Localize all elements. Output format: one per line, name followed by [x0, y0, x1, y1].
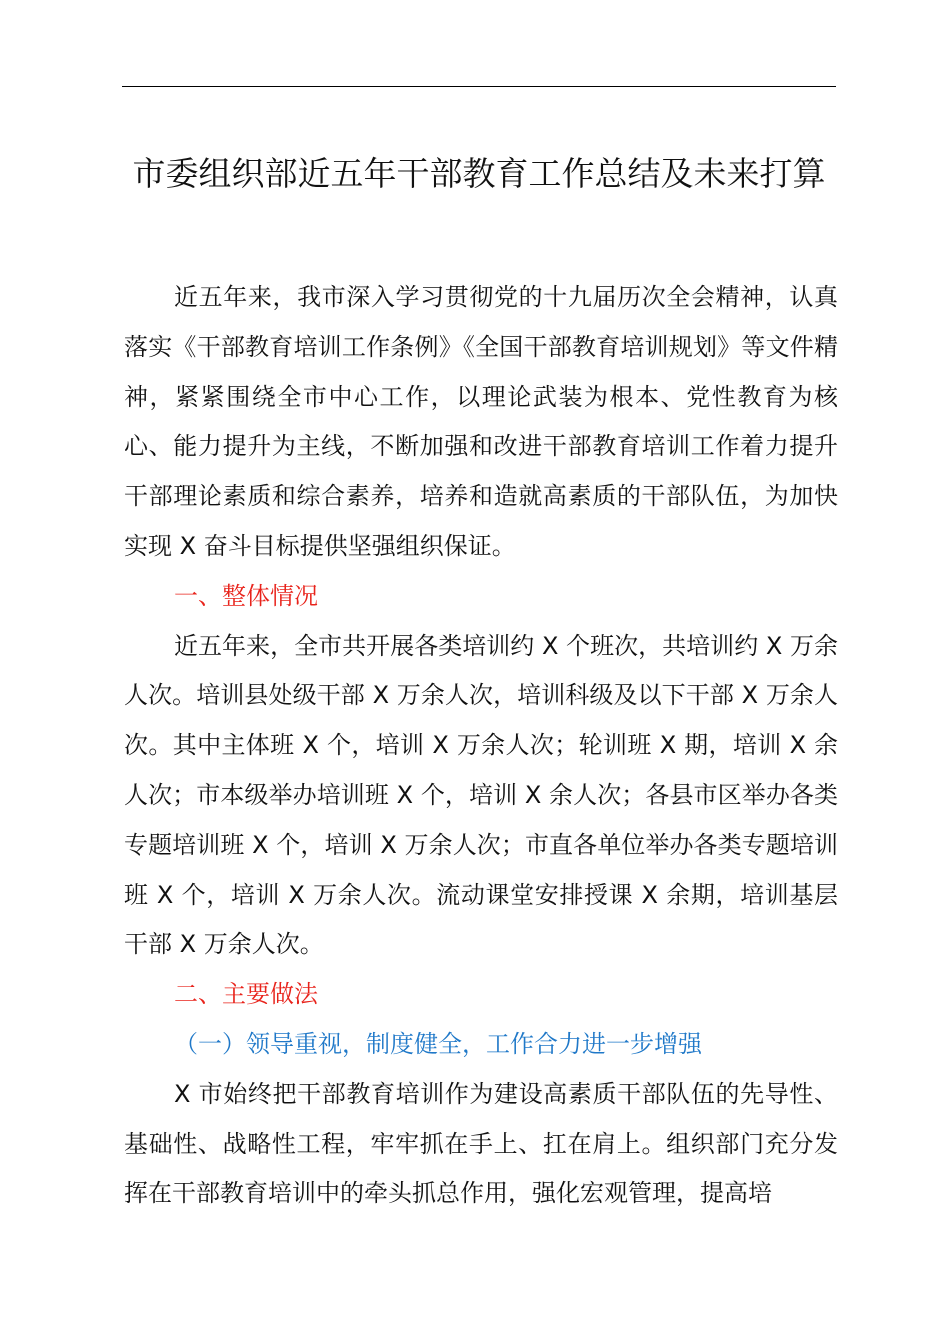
document-title: 市委组织部近五年干部教育工作总结及未来打算: [132, 154, 826, 193]
header-rule: [122, 86, 836, 87]
subsection-heading-leadership: （一）领导重视，制度健全，工作合力进一步增强: [174, 1029, 702, 1058]
overview-paragraph: 近五年来，全市共开展各类培训约 X 个班次，共培训约 X 万余人次。培训县处级干部 X 万余人次，培训科级及以下干部 X 万余人次。其中主体班 X 个，培训 X 万余人次；轮训班 X 期，培训 X 余人次；市本级举办培训班 X 个，培训 X 余人次；各县市区举办各类专题培训班 X 个，培训 X 万余人次；市直各单位举办各类专题培训班 X 个，培训 X 万余人次。流动课堂安排授课 X 余期，培训基层干部 X 万余人次。: [124, 631, 838, 959]
section-heading-overview: 一、整体情况: [174, 581, 318, 610]
intro-paragraph: 近五年来，我市深入学习贯彻党的十九届历次全会精神，认真落实《干部教育培训工作条例》《全国干部教育培训规划》等文件精神，紧紧围绕全市中心工作，以理论武装为根本、党性教育为核心、能力提升为主线，不断加强和改进干部教育培训工作着力提升干部理论素质和综合素养，培养和造就高素质的干部队伍，为加快实现 X 奋斗目标提供坚强组织保证。: [124, 283, 838, 560]
section-heading-practices: 二、主要做法: [174, 980, 318, 1009]
leadership-paragraph: X 市始终把干部教育培训作为建设高素质干部队伍的先导性、基础性、战略性工程，牢牢抓在手上、扛在肩上。组织部门充分发挥在干部教育培训中的牵头抓总作用，强化宏观管理，提高培: [124, 1079, 838, 1208]
document-body: [124, 273, 838, 1219]
